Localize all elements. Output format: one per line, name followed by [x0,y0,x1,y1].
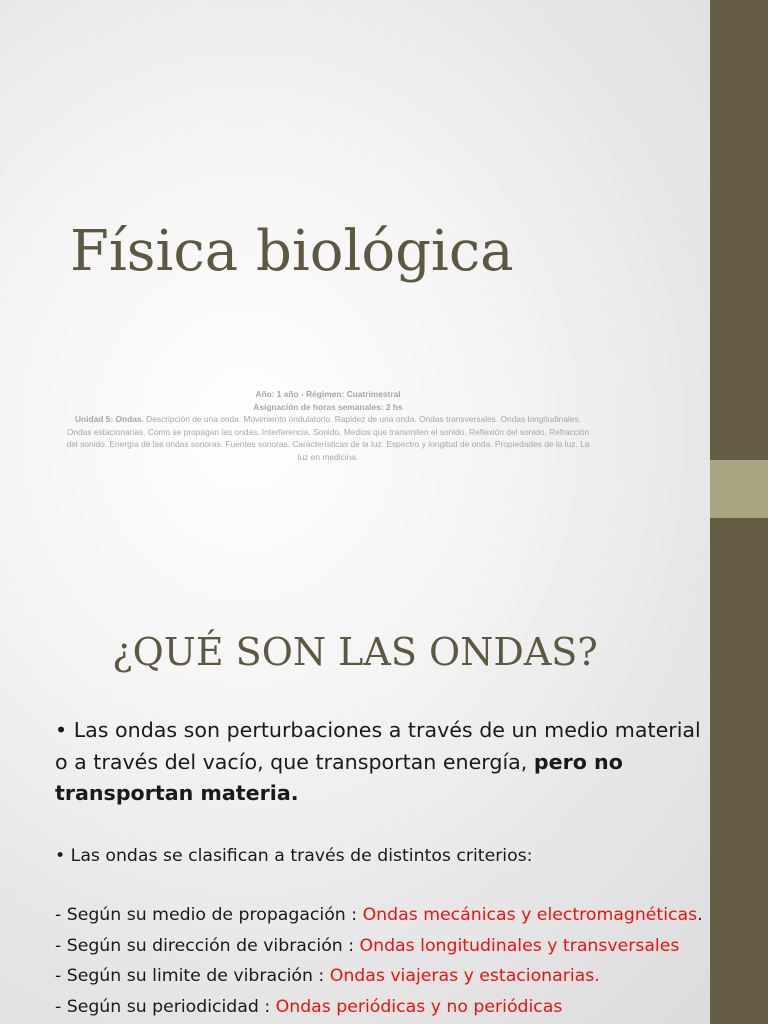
criterion-label: - Según su limite de vibración : [55,966,330,986]
definition-bold: pero no transportan materia. [55,749,623,805]
unit-text: Descripción de una onda. Movimiento ondulatorio. Rapidez de una onda. Ondas transversales. Ondas longitudinales. Ondas estacionarias. Como se propagan las ondas. Interferencia. Sonido. Medios que transmiten el sonido. Reflexión del sonido. Refracción del sonido. Energía de las ondas sonoras. Fuentes sonoras. Características de la luz. Espectro y longitud de onda. Propiedades de la luz. La luz en medicina. [66,414,590,462]
unit-description [64,413,592,463]
criterion-suffix: . [697,905,703,925]
criterion-value: Ondas mecánicas y electromagnéticas [362,905,698,925]
section-heading: ¿QUÉ SON LAS ONDAS? [112,630,598,674]
course-info-line-1: Año: 1 año - Régimen: Cuatrimestral [255,389,401,399]
list-item [55,961,705,992]
list-item [55,992,705,1023]
list-item [55,900,705,931]
list-item [55,931,705,962]
criterion-value: Ondas longitudinales y transversales [359,935,680,956]
definition-text: • Las ondas son perturbaciones a través de un medio material o a través del vacío, que transportan energía, [55,718,701,774]
accent-sidebar-block [710,460,768,518]
unit-label: Unidad 5: Ondas. [74,414,144,424]
course-info-line-2: Asignación de horas semanales: 2 hs [253,401,403,412]
criterion-label: - Según su periodicidad : [55,996,276,1017]
slide-title: Física biológica [70,219,514,284]
criteria-list [55,900,705,1022]
course-info [64,388,592,463]
criterion-value: Ondas periódicas y no periódicas [275,996,563,1017]
criterion-value: Ondas viajeras y estacionarias. [329,966,600,986]
criterion-label: - Según su dirección de vibración : [55,935,360,956]
definition-paragraph [55,715,705,810]
classification-intro: • Las ondas se clasifican a través de distintos criterios: [55,846,533,866]
criterion-label: - Según su medio de propagación : [55,905,363,925]
